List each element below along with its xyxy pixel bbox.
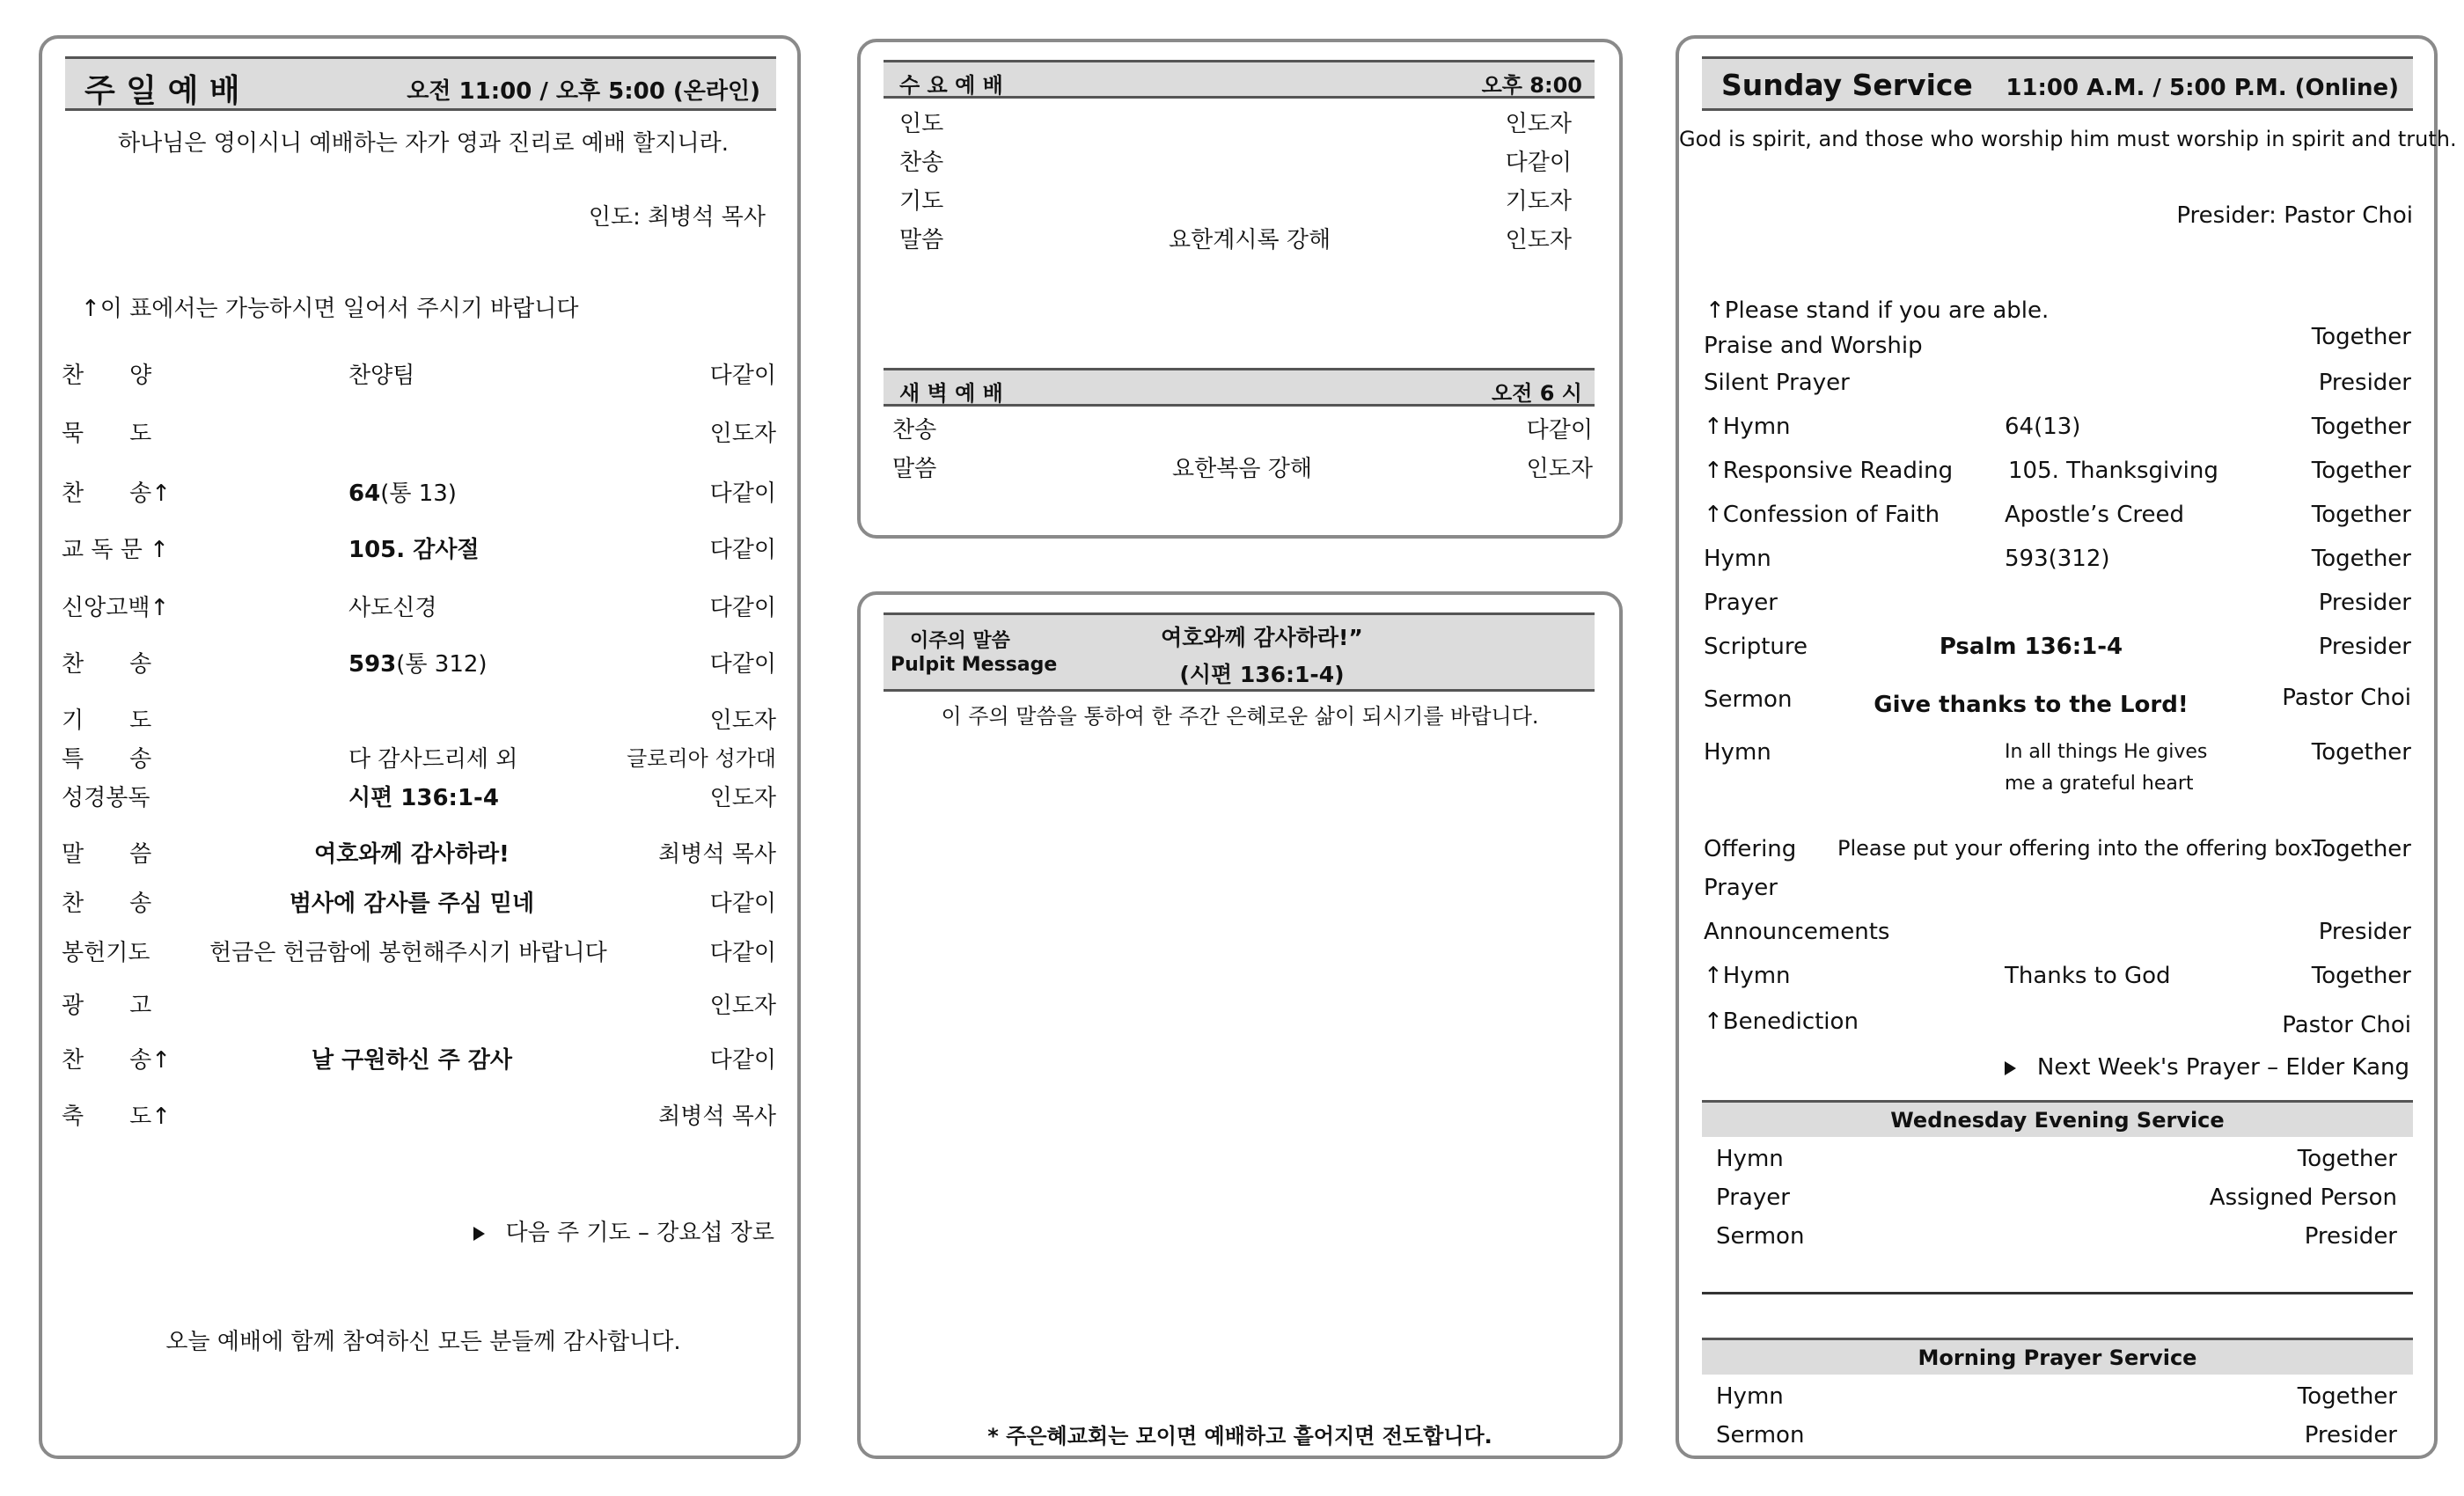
order-item-label: 봉헌기도 — [62, 940, 150, 966]
order-item-leader: Presider — [2318, 634, 2411, 660]
order-item-detail — [348, 741, 517, 774]
weekday-services-panel — [857, 39, 1623, 539]
dawn-ko-item: 찬송 — [892, 417, 937, 444]
order-item-detail: 105. Thanksgiving — [2008, 458, 2218, 484]
order-item-leader: 다같이 — [709, 363, 776, 389]
order-item-leader: Presider — [2318, 919, 2411, 945]
order-item-detail — [348, 475, 457, 508]
order-item-leader: Together — [2311, 546, 2411, 572]
order-item-detail: 헌금은 헌금함에 봉헌해주시기 바랍니다 — [209, 940, 607, 966]
order-item-label: Prayer — [1704, 590, 1778, 616]
order-item-detail — [348, 532, 480, 564]
order-item-label: ↑Benediction — [1704, 1008, 1859, 1035]
order-item-label: 묵 도 — [62, 421, 152, 447]
wednesday-ko-leader: 인도자 — [1505, 111, 1572, 137]
play-triangle-icon — [2005, 1061, 2016, 1075]
order-item-label: 찬 양 — [62, 363, 152, 389]
order-item-leader: 다같이 — [709, 891, 776, 917]
wednesday-ko-leader: 인도자 — [1505, 227, 1572, 253]
english-presider: Presider: Pastor Choi — [2176, 202, 2413, 229]
order-item-leader: Together — [2311, 458, 2411, 484]
korean-next-prayer-text: 다음 주 기도 – 강요섭 장로 — [505, 1220, 774, 1246]
english-stand-note: ↑Please stand if you are able. — [1705, 297, 2050, 324]
order-item-label: Hymn — [1704, 546, 1771, 572]
order-item-label: ↑Hymn — [1704, 963, 1791, 989]
order-item-label: Announcements — [1704, 919, 1890, 945]
wednesday-ko-item: 인도 — [899, 111, 944, 137]
order-item-leader: 인도자 — [709, 993, 776, 1019]
wednesday-en-title: Wednesday Evening Service — [1890, 1108, 2225, 1133]
english-next-prayer — [2005, 1054, 2409, 1081]
korean-sunday-title: 주 일 예 배 — [84, 73, 240, 109]
order-item-detail — [348, 590, 436, 622]
order-item-label: Praise and Worship — [1704, 333, 1923, 359]
order-item-label: 광 고 — [62, 993, 152, 1019]
wednesday-ko-item: 기도 — [899, 188, 944, 215]
order-item-detail: In all things He gives — [2005, 741, 2208, 763]
order-item-label: Hymn — [1704, 739, 1771, 766]
order-item-label: Scripture — [1704, 634, 1808, 660]
wednesday-en-leader: Presider — [2304, 1223, 2397, 1250]
korean-sunday-time: 오전 11:00 / 오후 5:00 (온라인) — [407, 78, 760, 105]
wednesday-en-item: Prayer — [1716, 1184, 1790, 1211]
order-item-label: 찬 송↑ — [62, 1047, 172, 1074]
order-item-leader: Together — [2311, 414, 2411, 440]
order-item-detail: Psalm 136:1-4 — [1939, 634, 2123, 660]
order-item-label: Silent Prayer — [1704, 370, 1850, 396]
order-item-leader: Together — [2311, 836, 2411, 862]
order-item-label: ↑Confession of Faith — [1704, 502, 1940, 528]
order-item-detail: Apostle’s Creed — [2005, 502, 2185, 528]
wednesday-ko-item: 찬송 — [899, 150, 944, 176]
english-next-prayer-text: Next Week's Prayer – Elder Kang — [2036, 1054, 2409, 1081]
order-item-detail-bold: 593 — [348, 651, 397, 678]
order-item-label: 성경봉독 — [62, 785, 150, 811]
morning-en-header — [1702, 1338, 2413, 1375]
order-item-leader: 최병석 목사 — [658, 1104, 776, 1130]
order-item-label: 말 씀 — [62, 841, 152, 868]
pulpit-header — [884, 612, 1595, 692]
order-item-detail-bold: 64 — [348, 480, 381, 507]
pulpit-note: 이 주의 말씀을 통하여 한 주간 은혜로운 삶이 되시기를 바랍니다. — [941, 704, 1539, 729]
order-item-detail: Thanks to God — [2005, 963, 2171, 989]
english-sunday-title: Sunday Service — [1721, 68, 1973, 102]
order-item-label: Prayer — [1704, 875, 1778, 901]
wednesday-ko-leader: 기도자 — [1505, 188, 1572, 215]
order-item-label: 신앙고백↑ — [62, 595, 170, 621]
english-verse: God is spirit, and those who worship him must worship in spirit and truth. — [1679, 127, 2457, 151]
order-item-leader: 인도자 — [709, 421, 776, 447]
order-item-label: 기 도 — [62, 708, 152, 734]
dawn-ko-detail: 요한복음 강해 — [1172, 456, 1312, 482]
order-item-label: 특 송 — [62, 746, 152, 773]
order-item-detail-text: (통 13) — [380, 480, 457, 507]
section-divider — [1702, 1292, 2413, 1294]
order-item-leader: 인도자 — [709, 708, 776, 734]
order-item-label: ↑Responsive Reading — [1704, 458, 1954, 484]
wednesday-ko-header — [884, 60, 1595, 99]
order-item-detail-text: 사도신경 — [348, 595, 437, 621]
wednesday-en-leader: Together — [2297, 1146, 2397, 1172]
order-item-detail: Give thanks to the Lord! — [1874, 692, 2189, 718]
pulpit-message-panel — [857, 591, 1623, 1459]
wednesday-en-leader: Assigned Person — [2209, 1184, 2397, 1211]
pulpit-title: 여호와께 감사하라!” — [1161, 625, 1363, 650]
order-item-detail: Please put your offering into the offering box. — [1837, 836, 2320, 861]
order-item-leader: 최병석 목사 — [658, 841, 776, 868]
dawn-ko-header — [884, 368, 1595, 407]
order-item-leader: 다같이 — [709, 595, 776, 621]
pulpit-label-en: Pulpit Message — [891, 654, 1058, 676]
order-item-leader: 다같이 — [709, 940, 776, 966]
order-item-detail — [348, 780, 499, 812]
morning-en-leader: Presider — [2304, 1422, 2397, 1448]
order-item-leader: 글로리아 성가대 — [627, 746, 776, 771]
wednesday-ko-time: 오후 8:00 — [1481, 73, 1582, 98]
order-item-detail: 범사에 감사를 주심 믿네 — [289, 891, 535, 917]
dawn-ko-title: 새 벽 예 배 — [899, 381, 1003, 406]
morning-en-item: Sermon — [1716, 1422, 1805, 1448]
korean-stand-note: ↑이 표에서는 가능하시면 일어서 주시기 바랍니다 — [81, 296, 579, 322]
korean-verse: 하나님은 영이시니 예배하는 자가 영과 진리로 예배 할지니라. — [117, 130, 730, 157]
order-item-leader: Pastor Choi — [2282, 1012, 2411, 1038]
order-item-leader: Together — [2311, 502, 2411, 528]
english-sunday-header — [1702, 56, 2413, 111]
order-item-leader: 다같이 — [709, 480, 776, 507]
morning-en-item: Hymn — [1716, 1383, 1784, 1410]
korean-sunday-panel — [39, 35, 801, 1459]
order-item-label: 축 도↑ — [62, 1104, 172, 1130]
wednesday-ko-leader: 다같이 — [1505, 150, 1572, 176]
korean-sunday-header — [65, 56, 776, 111]
wednesday-ko-detail: 요한계시록 강해 — [1169, 227, 1331, 253]
order-item-detail: 여호와께 감사하라! — [314, 841, 510, 868]
order-item-detail — [348, 357, 414, 390]
order-item-leader: 다같이 — [709, 537, 776, 563]
wednesday-ko-title: 수 요 예 배 — [899, 73, 1003, 98]
order-item-detail-bold: 105. 감사절 — [348, 537, 480, 563]
dawn-ko-leader: 다같이 — [1526, 417, 1593, 444]
order-item-leader: Pastor Choi — [2282, 685, 2411, 711]
order-item-detail: 593(312) — [2005, 546, 2110, 572]
order-item-label: Sermon — [1704, 686, 1793, 713]
order-item-leader: Together — [2311, 963, 2411, 989]
wednesday-en-item: Sermon — [1716, 1223, 1805, 1250]
order-item-detail — [348, 646, 488, 678]
order-item-detail-text: 찬양팀 — [348, 363, 415, 389]
morning-en-title: Morning Prayer Service — [1918, 1346, 2197, 1370]
order-item-label: 교 독 문 ↑ — [62, 537, 169, 563]
order-item-leader: Presider — [2318, 590, 2411, 616]
korean-thanks: 오늘 예배에 함께 참여하신 모든 분들께 감사합니다. — [165, 1329, 681, 1355]
order-item-label: 찬 송 — [62, 891, 152, 917]
order-item-detail-text: (통 312) — [396, 651, 488, 678]
wednesday-ko-item: 말씀 — [899, 227, 944, 253]
order-item-leader: 다같이 — [709, 1047, 776, 1074]
order-item-leader: 인도자 — [709, 785, 776, 811]
wednesday-en-item: Hymn — [1716, 1146, 1784, 1172]
order-item-detail-line2: me a grateful heart — [2005, 773, 2194, 795]
pulpit-ref: (시편 136:1-4) — [1179, 662, 1345, 687]
dawn-ko-leader: 인도자 — [1526, 456, 1593, 482]
order-item-leader: Presider — [2318, 370, 2411, 396]
pulpit-footer: * 주은혜교회는 모이면 예배하고 흩어지면 전도합니다. — [987, 1424, 1492, 1448]
english-sunday-panel — [1676, 35, 2457, 1459]
order-item-leader: 다같이 — [709, 651, 776, 678]
dawn-ko-time: 오전 6 시 — [1492, 381, 1582, 406]
order-item-label: Offering — [1704, 836, 1797, 862]
order-item-detail: 64(13) — [2005, 414, 2081, 440]
korean-presider: 인도: 최병석 목사 — [588, 204, 766, 231]
morning-en-leader: Together — [2297, 1383, 2397, 1410]
pulpit-label-ko: 이주의 말씀 — [910, 630, 1010, 652]
order-item-label: 찬 송 — [62, 651, 152, 678]
order-item-detail: 날 구원하신 주 감사 — [311, 1047, 513, 1074]
order-item-label: 찬 송↑ — [62, 480, 172, 507]
order-item-label: ↑Hymn — [1704, 414, 1791, 440]
order-item-leader: Together — [2311, 324, 2411, 350]
dawn-ko-item: 말씀 — [892, 456, 937, 482]
order-item-detail-text: 다 감사드리세 외 — [348, 746, 518, 773]
korean-next-prayer — [473, 1214, 774, 1247]
order-item-detail-bold: 시편 136:1-4 — [348, 785, 499, 811]
english-sunday-time: 11:00 A.M. / 5:00 P.M. (Online) — [2006, 75, 2399, 101]
play-triangle-icon — [473, 1227, 485, 1241]
order-item-leader: Together — [2311, 739, 2411, 766]
wednesday-en-header — [1702, 1100, 2413, 1137]
